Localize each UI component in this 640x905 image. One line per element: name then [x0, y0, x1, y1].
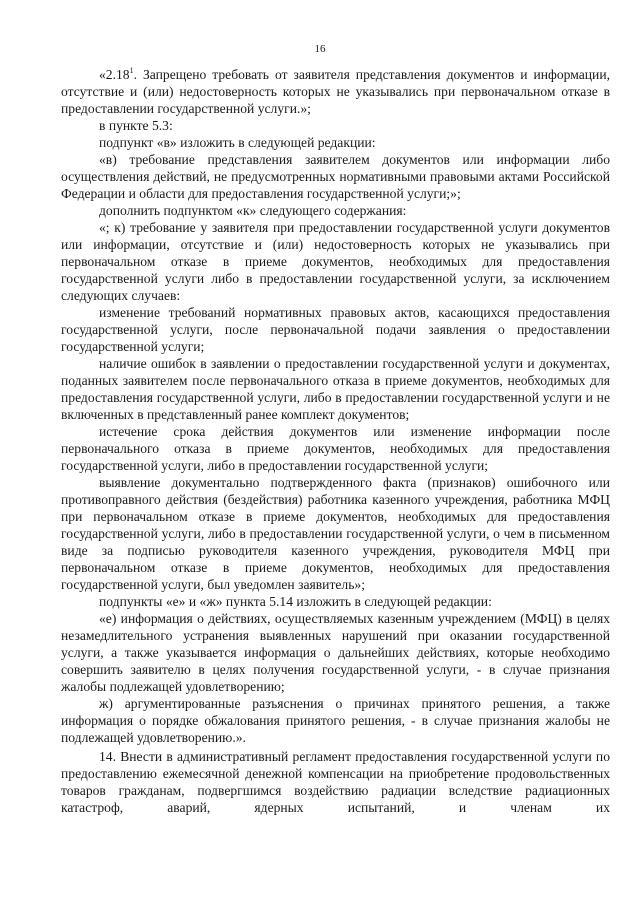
paragraph-14: 14. Внести в административный регламент предоставления государственной услуги по предоставлению ежемесячной денежной компенсации на приобретение продовольственных товаров гражданам, подвергшимся воздействию радиации вследствие радиационных катастроф, аварий, ядерных испытаний, и членам их [61, 749, 610, 815]
paragraph-case-2: наличие ошибок в заявлении о предоставлении государственной услуги и документах, поданных заявителем после первоначального отказа в приеме документов, необходимых для предоставления государственной услуги, либо в предоставлении государственной услуги и не включенных в представленный ранее комплект документов; [61, 356, 610, 422]
page-number: 16 [314, 43, 326, 55]
paragraph-subpoint-v: подпункт «в» изложить в следующей редакции: [99, 135, 376, 150]
paragraph-case-1: изменение требований нормативных правовых актов, касающихся предоставления государственной услуги, после первоначальной подачи заявления о предоставлении государственной услуги; [61, 305, 610, 354]
paragraph-case-4: выявление документально подтвержденного факта (признаков) ошибочного или противоправного действия (бездействия) работника казенного учреждения, работника МФЦ при первоначальном отказе в приеме документов, необходимых для предоставления государственной услуги, либо в предоставлении государственной услуги, о чем в письменном виде за подписью руководителя казенного учреждения, руководителя МФЦ при первоначальном отказе в приеме документов, необходимых для предоставления государственной услуги, был уведомлен заявитель»; [61, 475, 610, 592]
paragraph-2-18-text: . Запрещено требовать от заявителя представления документов и информации, отсутствие и (или) недостоверность которых не указывались при первоначальном отказе в предоставлении государственной услуги.»; [61, 67, 610, 116]
paragraph-point-5-3: в пункте 5.3: [99, 118, 173, 133]
paragraph-case-3: истечение срока действия документов или изменение информации после первоначального отказа в приеме документов, необходимых для предоставления государственной услуги, либо в предоставлении государственной услуги; [61, 424, 610, 473]
paragraph-add-k: дополнить подпунктом «к» следующего содержания: [99, 203, 407, 218]
document-body [61, 66, 610, 816]
paragraph-e-text: «е) информация о действиях, осуществляемых казенным учреждением (МФЦ) в целях незамедлительного устранения выявленных нарушений при оказании государственной услуги, а также указывается информация о дальнейших действиях, которые необходимо совершить заявителю в целях получения государственной услуги, - в случае признания жалобы подлежащей удовлетворению; [61, 611, 610, 694]
paragraph-2-18-prefix: «2.18 [99, 67, 130, 82]
paragraph-zh-text: ж) аргументированные разъяснения о причинах принятого решения, а также информация о порядке обжалования принятого решения, - в случае признания жалобы не подлежащей удовлетворению.». [61, 696, 610, 745]
paragraph-2-18 [61, 66, 610, 117]
superscript-1: 1 [129, 66, 134, 75]
paragraph-v-text: «в) требование представления заявителем документов или информации либо осуществления действий, не предусмотренных нормативными правовыми актами Российской Федерации и области для предоставления государственной услуги;»; [61, 152, 610, 201]
paragraph-k-text: «; к) требование у заявителя при предоставлении государственной услуги документов или информации, отсутствие и (или) недостоверность которых не указывались при первоначальном отказе в приеме документов, необходимых для предоставления государственной услуги либо в предоставлении государственной услуги, за исключением следующих случаев: [61, 220, 610, 303]
paragraph-subpoints-e-zh: подпункты «е» и «ж» пункта 5.14 изложить в следующей редакции: [99, 594, 492, 609]
